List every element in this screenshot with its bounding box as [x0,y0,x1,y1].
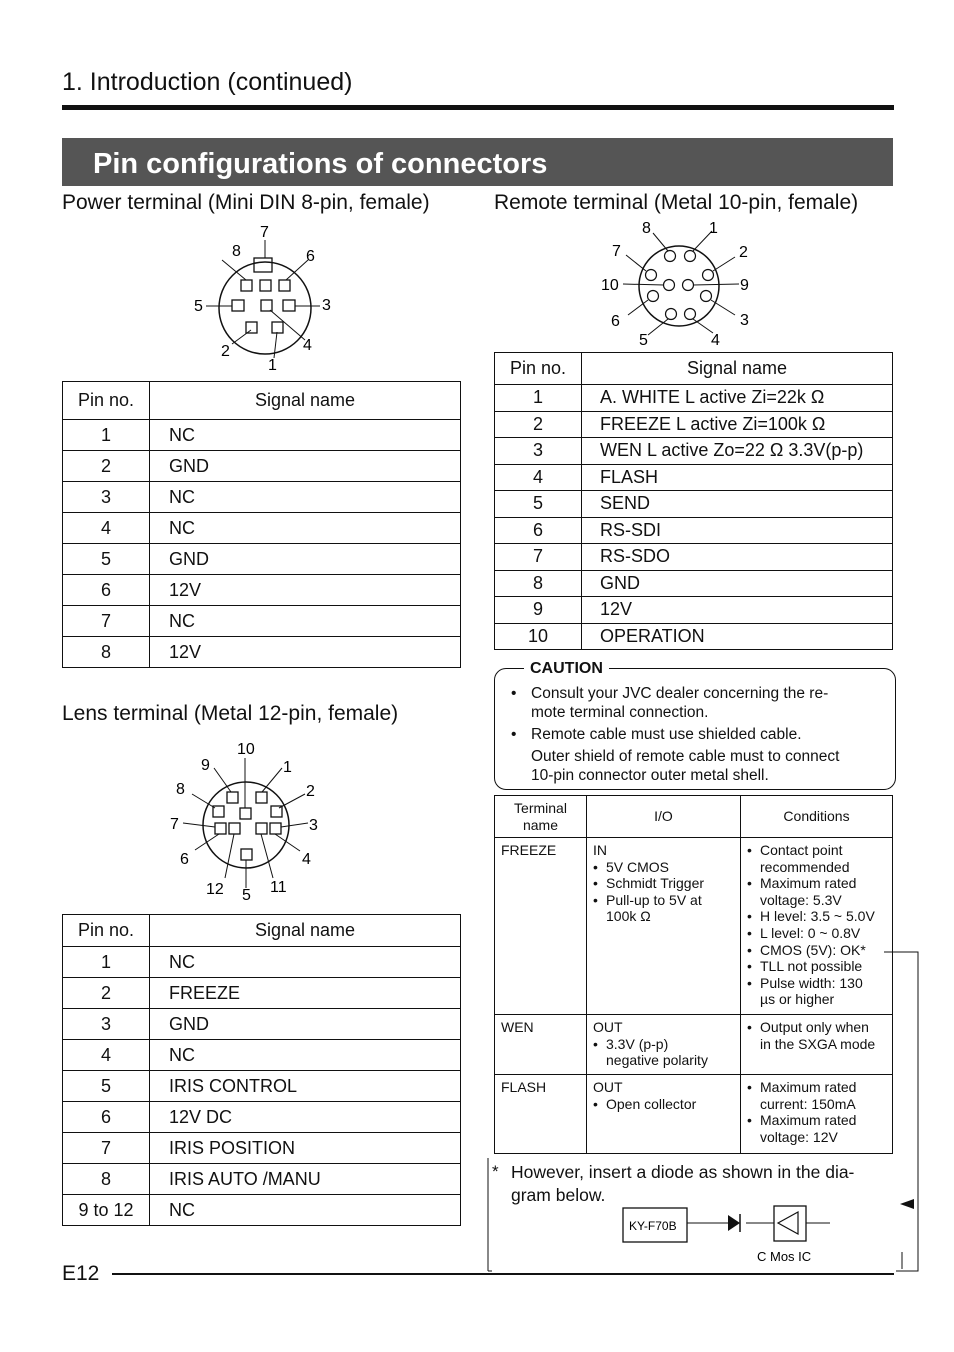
signal-cell: RS-SDI [582,517,893,544]
signal-name-header: Signal name [150,382,461,420]
table-row [63,606,461,637]
bottom-rule [112,1273,894,1275]
io-header: I/O [587,796,741,838]
signal-cell: NC [150,1040,461,1071]
pin-cell: 10 [495,623,582,650]
terminal-cell: FREEZE [495,838,587,1015]
pin-cell: 6 [63,575,150,606]
signal-cell: NC [150,606,461,637]
signal-cell: SEND [582,491,893,518]
power-pin-4-label: 4 [303,337,312,354]
table-row [63,1195,461,1226]
signal-cell: NC [150,947,461,978]
remote-pin-7-label: 7 [612,243,621,260]
signal-cell: 12V [582,597,893,624]
table-row [495,464,893,491]
signal-cell: IRIS POSITION [150,1133,461,1164]
pin-cell: 1 [495,385,582,412]
signal-cell: NC [150,482,461,513]
pin-cell: 1 [63,947,150,978]
signal-cell: OPERATION [582,623,893,650]
pin-cell: 7 [495,544,582,571]
page-banner: Pin configurations of connectors [62,138,893,186]
table-row [63,420,461,451]
pin-cell: 3 [63,482,150,513]
pin-cell: 8 [63,1164,150,1195]
condition-item: • Maximum rated voltage: 5.3V [747,875,872,908]
pin-cell: 9 [495,597,582,624]
condition-item: • CMOS (5V): OK* [747,942,886,959]
terminal-cell: FLASH [495,1075,587,1154]
power-pin-6-label: 6 [306,248,315,265]
caution-label: CAUTION [524,660,609,678]
condition-item: • H level: 3.5 ~ 5.0V [747,908,886,925]
remote-pin-9-label: 9 [740,277,749,294]
table-row [63,1102,461,1133]
pin-cell: 7 [63,1133,150,1164]
pin-cell: 8 [63,637,150,668]
power-pin-1-label: 1 [268,357,277,374]
note-line-1: However, insert a diode as shown in the dia- [511,1162,855,1182]
remote-pin-table [494,352,893,650]
caution-bullet: • [511,726,517,743]
lens-pin-11-label: 11 [270,879,287,896]
caution-box [494,668,896,790]
remote-pin-10-label: 10 [601,277,619,294]
table-row [63,637,461,668]
io-item: • 5V CMOS [593,859,734,876]
table-row [63,575,461,606]
signal-cell: 12V [150,575,461,606]
remote-pin-3-label: 3 [740,312,749,329]
table-row [63,947,461,978]
conditions-header: Conditions [741,796,893,838]
signal-cell: 12V DC [150,1102,461,1133]
lens-pin-3-label: 3 [309,817,318,834]
caution-item-2-line-2: Outer shield of remote cable must to connect [531,748,840,765]
pin-cell: 1 [63,420,150,451]
signal-cell: FREEZE [150,978,461,1009]
pin-cell: 9 to 12 [63,1195,150,1226]
pin-cell: 4 [495,464,582,491]
io-head: IN [593,842,607,858]
note-marker: * [492,1162,499,1181]
caution-item-2-line-1: Remote cable must use shielded cable. [531,726,802,743]
section-title: 1. Introduction (continued) [62,68,353,96]
pin-no-header: Pin no. [63,382,150,420]
power-pin-2-label: 2 [221,343,230,360]
condition-item: • Output only when in the SXGA mode [747,1019,882,1052]
table-row [495,438,893,465]
condition-item: • Contact point recommended [747,842,872,875]
table-row [63,1133,461,1164]
lens-pin-7-label: 7 [170,816,179,833]
terminal-cell: WEN [495,1015,587,1075]
lens-pin-1-label: 1 [283,759,292,776]
remote-pin-8-label: 8 [642,220,651,237]
caution-bullet: • [511,685,517,702]
cmos-ic-label: C Mos IC [757,1249,812,1264]
table-row [63,1040,461,1071]
top-rule [62,105,894,110]
lens-connector-diagram [165,738,330,900]
condition-item: • L level: 0 ~ 0.8V [747,925,886,942]
lens-pin-5-label: 5 [242,887,251,900]
io-head: OUT [593,1079,623,1095]
table-row [495,491,893,518]
signal-cell: IRIS AUTO /MANU [150,1164,461,1195]
power-connector-diagram [180,222,350,378]
table-row [63,544,461,575]
camera-label: KY-F70B [629,1219,677,1233]
pin-cell: 7 [63,606,150,637]
pin-cell: 5 [63,1071,150,1102]
signal-cell: GND [150,1009,461,1040]
power-pin-8-label: 8 [232,243,241,260]
table-row [495,385,893,412]
pin-cell: 6 [63,1102,150,1133]
remote-pin-2-label: 2 [739,244,748,261]
table-row [63,1071,461,1102]
signal-cell: NC [150,420,461,451]
pin-cell: 3 [495,438,582,465]
remote-pin-5-label: 5 [639,332,648,349]
table-row [63,482,461,513]
signal-cell: IRIS CONTROL [150,1071,461,1102]
condition-item: • Maximum rated current: 150mA [747,1079,872,1112]
io-head: OUT [593,1019,623,1035]
io-item: • Pull-up to 5V at 100k Ω [593,892,713,925]
table-row [63,1009,461,1040]
remote-pin-1-label: 1 [709,220,718,237]
pin-no-header: Pin no. [63,915,150,947]
power-pin-table [62,381,461,668]
signal-cell: NC [150,513,461,544]
lens-pin-4-label: 4 [302,851,311,868]
pin-cell: 6 [495,517,582,544]
table-row [63,451,461,482]
signal-name-header: Signal name [582,353,893,385]
lens-pin-10-label: 10 [237,741,255,758]
caution-item-1-line-2: mote terminal connection. [531,704,709,721]
pin-cell: 2 [63,978,150,1009]
pin-cell: 5 [495,491,582,518]
note-line-2: gram below. [511,1185,606,1205]
power-pin-7-label: 7 [260,224,269,241]
table-row [495,623,893,650]
caution-item-1-line-1: Consult your JVC dealer concerning the re- [531,685,829,702]
page-number: E12 [62,1262,100,1285]
power-pin-3-label: 3 [322,297,331,314]
lens-pin-6-label: 6 [180,851,189,868]
power-terminal-title: Power terminal (Mini DIN 8-pin, female) [62,191,430,214]
pin-cell: 4 [63,1040,150,1071]
condition-item: • Maximum rated voltage: 12V [747,1112,872,1145]
signal-cell: GND [582,570,893,597]
pin-cell: 5 [63,544,150,575]
condition-item: • Pulse width: 130 µs or higher [747,975,867,1008]
io-item: • 3.3V (p-p) negative polarity [593,1036,723,1069]
pin-cell: 4 [63,513,150,544]
signal-cell: FLASH [582,464,893,491]
lens-pin-9-label: 9 [201,757,210,774]
condition-item: • TLL not possible [747,958,886,975]
lens-pin-table [62,914,461,1226]
signal-cell: 12V [150,637,461,668]
pin-cell: 8 [495,570,582,597]
signal-cell: NC [150,1195,461,1226]
signal-cell: GND [150,451,461,482]
signal-cell: A. WHITE L active Zi=22k Ω [582,385,893,412]
pin-cell: 2 [63,451,150,482]
remote-terminal-title: Remote terminal (Metal 10-pin, female) [494,191,859,214]
power-pin-5-label: 5 [194,298,203,315]
remote-connector-diagram [598,217,758,349]
remote-pin-6-label: 6 [611,313,620,330]
signal-name-header: Signal name [150,915,461,947]
lens-terminal-title: Lens terminal (Metal 12-pin, female) [62,702,399,725]
signal-cell: WEN L active Zo=22 Ω 3.3V(p-p) [582,438,893,465]
io-item: • Open collector [593,1096,734,1113]
terminal-name-header: Terminal name [495,796,587,838]
table-row [63,1164,461,1195]
signal-cell: GND [150,544,461,575]
table-row [495,544,893,571]
pin-cell: 2 [495,411,582,438]
pin-no-header: Pin no. [495,353,582,385]
pin-cell: 3 [63,1009,150,1040]
lens-pin-2-label: 2 [306,783,315,800]
table-row [495,517,893,544]
table-row [63,513,461,544]
signal-cell: RS-SDO [582,544,893,571]
signal-cell: FREEZE L active Zi=100k Ω [582,411,893,438]
table-row [63,978,461,1009]
lens-pin-8-label: 8 [176,781,185,798]
table-row [495,570,893,597]
diode-connection-diagram [484,940,924,1275]
table-row [495,411,893,438]
table-row [495,597,893,624]
remote-pin-4-label: 4 [711,332,720,349]
lens-pin-12-label: 12 [206,881,224,898]
caution-item-2-line-3: 10-pin connector outer metal shell. [531,767,769,784]
io-item: • Schmidt Trigger [593,875,734,892]
